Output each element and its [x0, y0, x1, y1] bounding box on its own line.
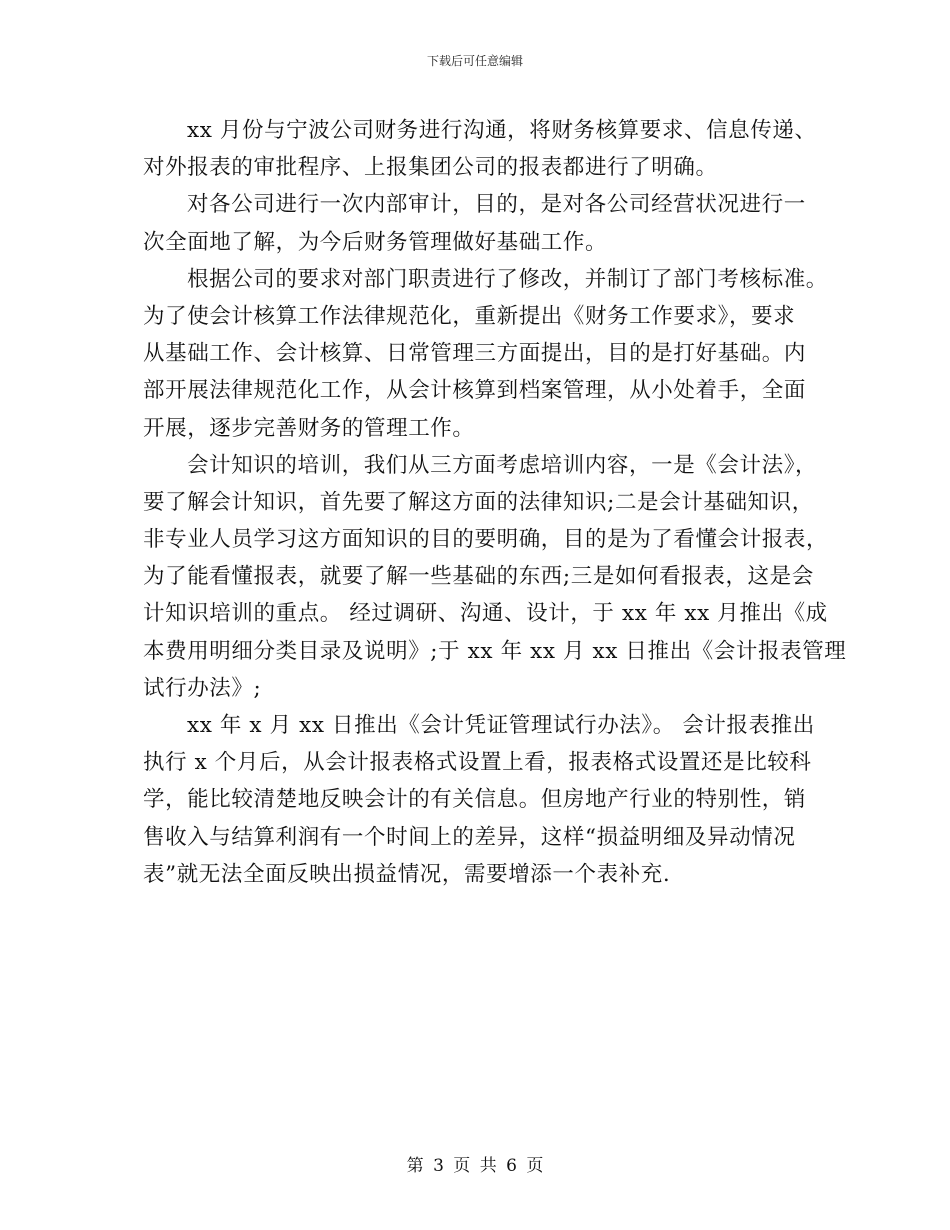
text-line: 非专业人员学习这方面知识的目的要明确，目的是为了看懂会计报表，	[143, 527, 829, 553]
text-line: 部开展法律规范化工作，从会计核算到档案管理，从小处着手，全面	[143, 378, 807, 404]
paragraph-3	[143, 261, 828, 447]
text-line: 执行 x 个月后，从会计报表格式设置上看，报表格式设置还是比较科	[143, 750, 812, 776]
paragraph-1	[143, 112, 817, 186]
text-line: 对各公司进行一次内部审计，目的，是对各公司经营状况进行一	[187, 192, 806, 218]
text-line: 表”就无法全面反映出损益情况，需要增添一个表补充.	[143, 861, 671, 887]
text-line: xx 年 x 月 xx 日推出《会计凭证管理试行办法》。 会计报表推出	[187, 713, 815, 738]
text-line: 对外报表的审批程序、上报集团公司的报表都进行了明确。	[143, 155, 718, 181]
text-line: 本费用明细分类目录及说明》;于 xx 年 xx 月 xx 日推出《会计报表管理	[143, 638, 847, 664]
text-line: 计知识培训的重点。 经过调研、沟通、设计，于 xx 年 xx 月推出《成	[143, 601, 828, 627]
paragraph-5	[143, 707, 815, 893]
text-line: 根据公司的要求对部门职责进行了修改，并制订了部门考核标准。	[187, 266, 828, 292]
text-line: 要了解会计知识，首先要了解这方面的法律知识;二是会计基础知识，	[143, 489, 814, 515]
text-line: xx 月份与宁波公司财务进行沟通，将财务核算要求、信息传递、	[187, 118, 817, 143]
text-line: 从基础工作、会计核算、日常管理三方面提出，目的是打好基础。内	[143, 341, 807, 367]
text-line: 次全面地了解，为今后财务管理做好基础工作。	[143, 229, 608, 255]
text-line: 为了使会计核算工作法律规范化，重新提出《财务工作要求》，要求	[143, 303, 796, 329]
text-line: 开展，逐步完善财务的管理工作。	[143, 415, 475, 441]
text-line: 为了能看懂报表，就要了解一些基础的东西;三是如何看报表，这是会	[143, 564, 814, 590]
text-line: 学，能比较清楚地反映会计的有关信息。但房地产行业的特别性，销	[143, 787, 807, 813]
paragraph-4	[143, 447, 847, 707]
document-body	[143, 112, 847, 893]
page-footer: 第 3 页 共 6 页	[406, 1156, 544, 1176]
text-line: 会计知识的培训，我们从三方面考虑培训内容，一是《会计法》，	[187, 452, 818, 478]
text-line: 售收入与结算利润有一个时间上的差异，这样“损益明细及异动情况	[143, 824, 796, 850]
paragraph-2	[143, 186, 811, 260]
page-header: 下载后可任意编辑	[426, 54, 523, 68]
text-line: 试行办法》;	[143, 675, 262, 701]
